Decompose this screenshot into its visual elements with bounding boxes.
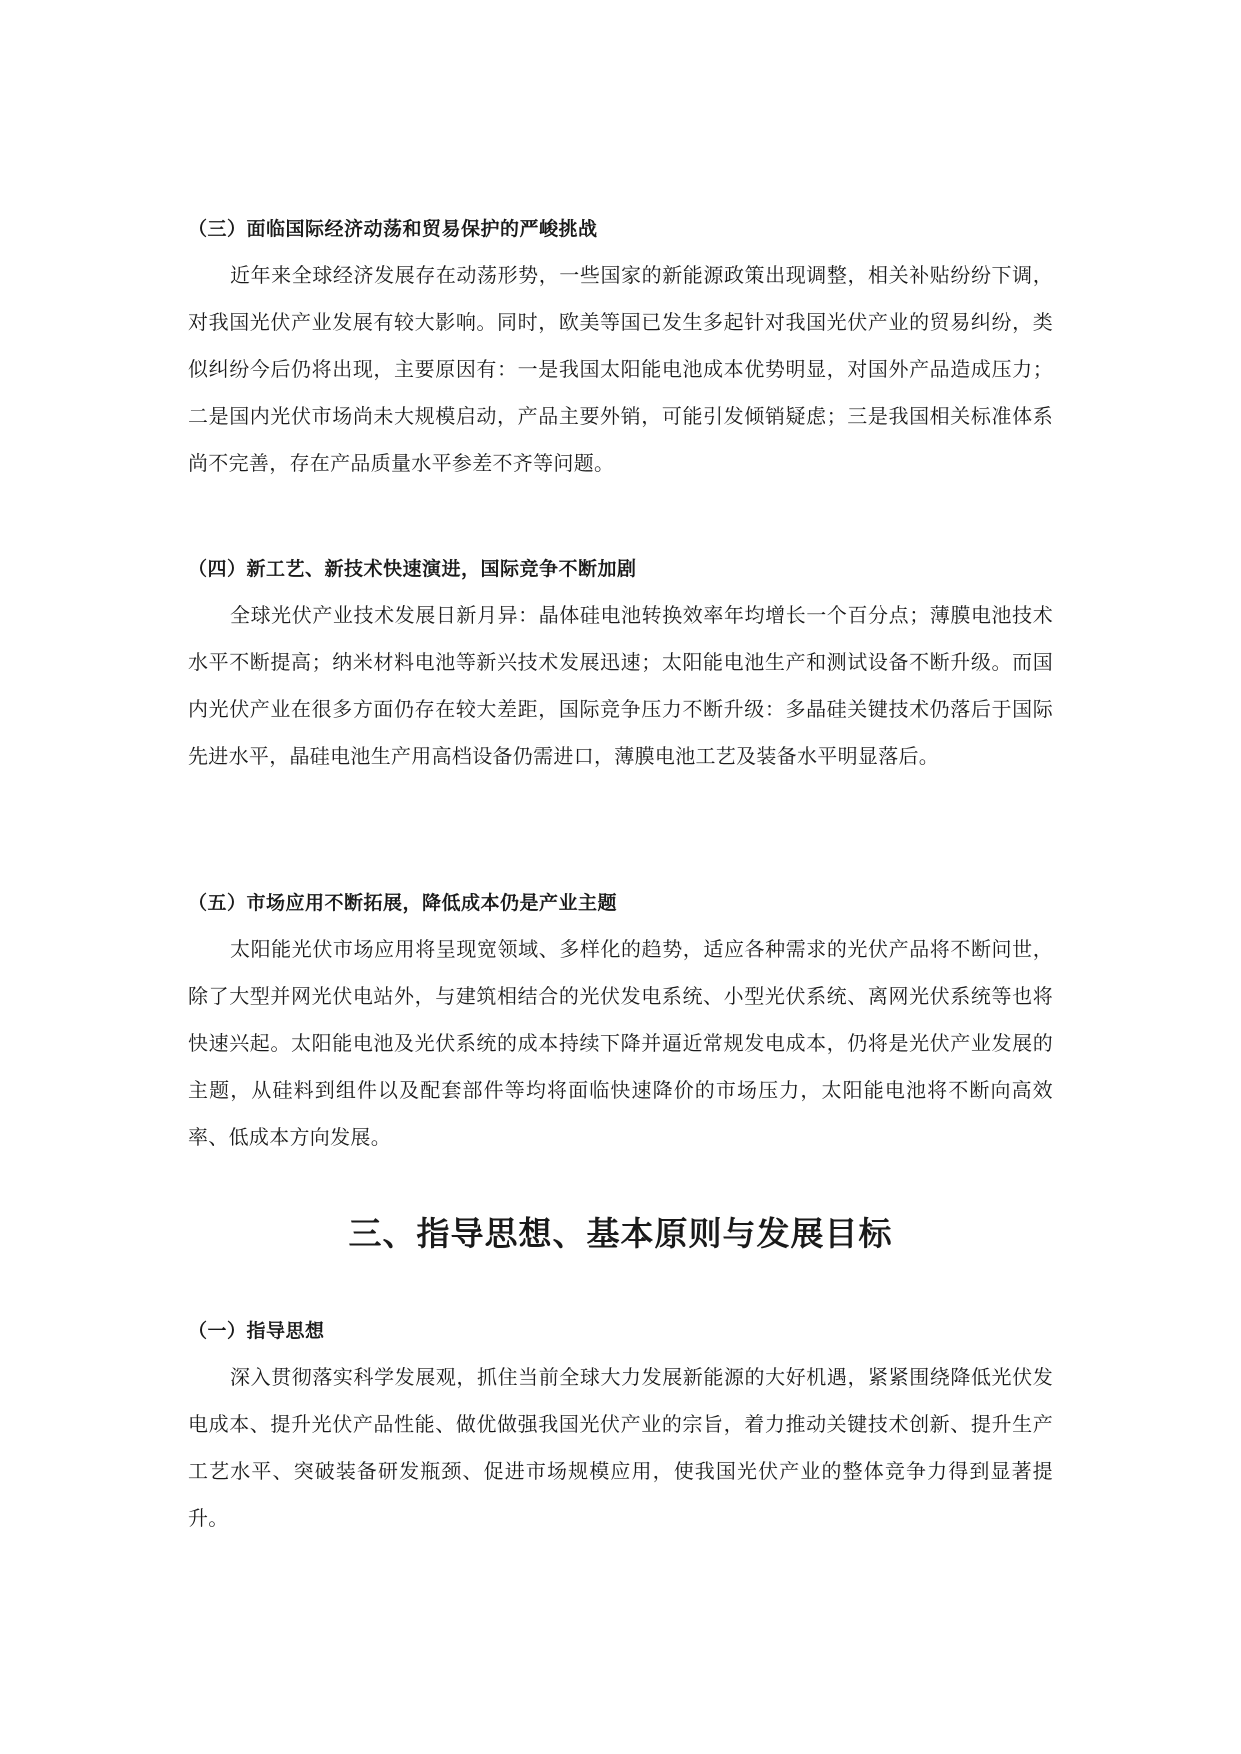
section-heading: （三）面临国际经济动荡和贸易保护的严峻挑战 bbox=[188, 218, 598, 240]
section-heading: （四）新工艺、新技术快速演进，国际竞争不断加剧 bbox=[188, 558, 637, 580]
section-heading: （五）市场应用不断拓展，降低成本仍是产业主题 bbox=[188, 892, 618, 914]
section-heading: （一）指导思想 bbox=[188, 1320, 325, 1342]
section-five bbox=[188, 890, 1053, 1161]
section-paragraph: 深入贯彻落实科学发展观，抓住当前全球大力发展新能源的大好机遇，紧紧围绕降低光伏发电成本、提升光伏产品性能、做优做强我国光伏产业的宗旨，着力推动关键技术创新、提升生产工艺水平、突破装备研发瓶颈、促进市场规模应用，使我国光伏产业的整体竞争力得到显著提升。 bbox=[188, 1365, 1053, 1530]
section-paragraph: 全球光伏产业技术发展日新月异：晶体硅电池转换效率年均增长一个百分点；薄膜电池技术水平不断提高；纳米材料电池等新兴技术发展迅速；太阳能电池生产和测试设备不断升级。而国内光伏产业在很多方面仍存在较大差距，国际竞争压力不断升级：多晶硅关键技术仍落后于国际先进水平，晶硅电池生产用高档设备仍需进口，薄膜电池工艺及装备水平明显落后。 bbox=[188, 603, 1053, 768]
section-paragraph: 太阳能光伏市场应用将呈现宽领域、多样化的趋势，适应各种需求的光伏产品将不断问世，除了大型并网光伏电站外，与建筑相结合的光伏发电系统、小型光伏系统、离网光伏系统等也将快速兴起。太阳能电池及光伏系统的成本持续下降并逼近常规发电成本，仍将是光伏产业发展的主题，从硅料到组件以及配套部件等均将面临快速降价的市场压力，太阳能电池将不断向高效率、低成本方向发展。 bbox=[188, 937, 1053, 1149]
section-four bbox=[188, 556, 1053, 780]
section-paragraph: 近年来全球经济发展存在动荡形势，一些国家的新能源政策出现调整，相关补贴纷纷下调，对我国光伏产业发展有较大影响。同时，欧美等国已发生多起针对我国光伏产业的贸易纠纷，类似纠纷今后仍将出现，主要原因有：一是我国太阳能电池成本优势明显，对国外产品造成压力；二是国内光伏市场尚未大规模启动，产品主要外销，可能引发倾销疑虑；三是我国相关标准体系尚不完善，存在产品质量水平参差不齐等问题。 bbox=[188, 263, 1053, 475]
section-three bbox=[188, 216, 1053, 487]
chapter-title: 三、指导思想、基本原则与发展目标 bbox=[348, 1214, 893, 1253]
guiding-ideology bbox=[188, 1318, 1053, 1542]
